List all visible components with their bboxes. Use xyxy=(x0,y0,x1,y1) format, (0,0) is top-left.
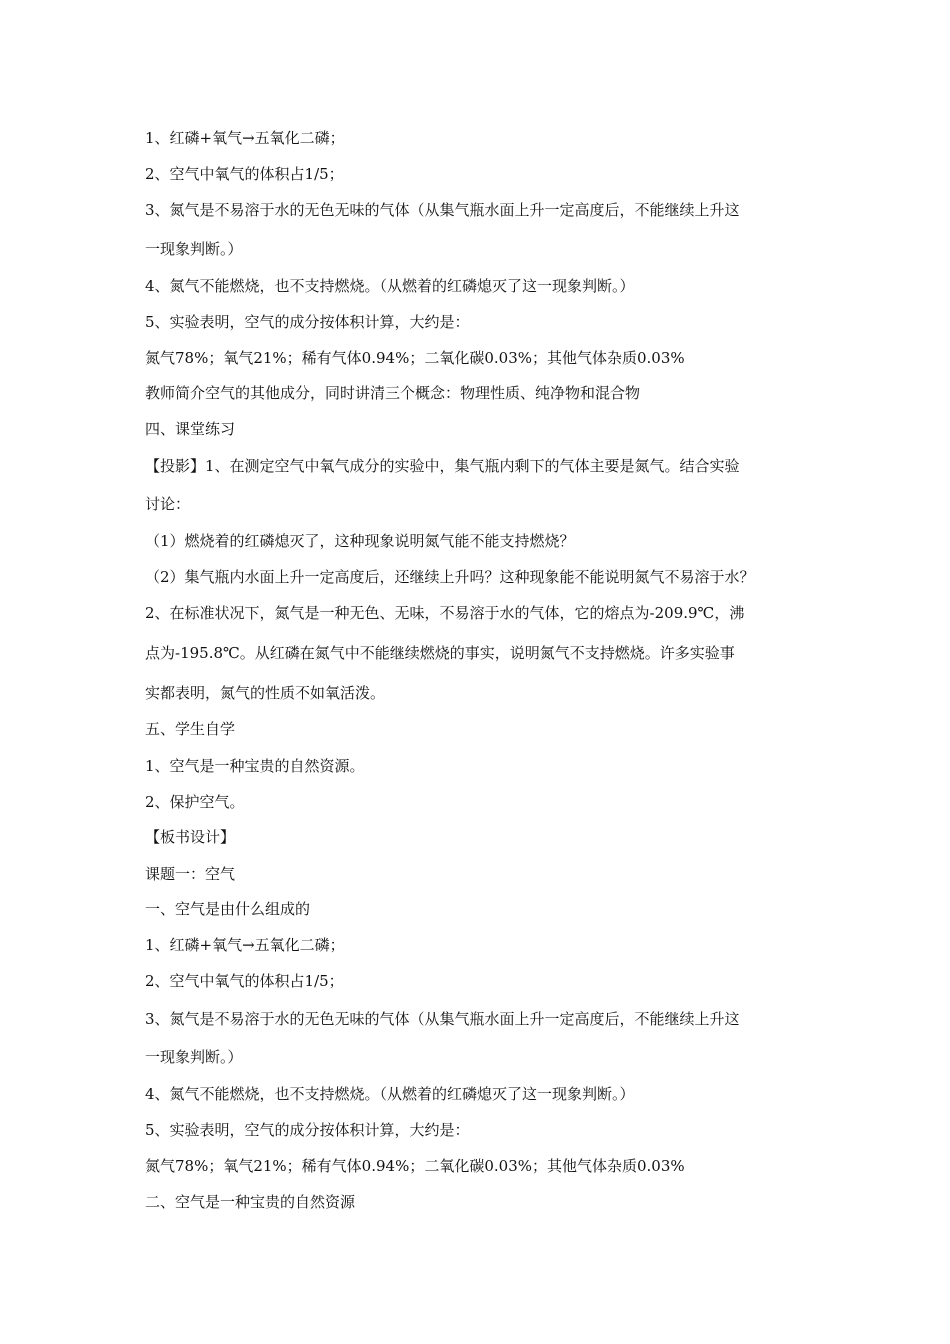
section-heading: 五、学生自学 xyxy=(145,720,236,738)
text-line: 【投影】1、在测定空气中氧气成分的实验中，集气瓶内剩下的气体主要是氮气。结合实验 xyxy=(145,457,740,475)
text-line: 3、氮气是不易溶于水的无色无味的气体（从集气瓶水面上升一定高度后，不能继续上升这 xyxy=(145,1010,740,1028)
text-line: 5、实验表明，空气的成分按体积计算，大约是： xyxy=(145,1121,470,1139)
text-line: 教师简介空气的其他成分，同时讲清三个概念：物理性质、纯净物和混合物 xyxy=(145,384,641,402)
text-line: （2）集气瓶内水面上升一定高度后，还继续上升吗？这种现象能不能说明氮气不易溶于水？ xyxy=(145,568,755,586)
text-line: （1）燃烧着的红磷熄灭了，这种现象说明氮气能不能支持燃烧？ xyxy=(145,532,575,550)
text-line: 1、红磷+氧气→五氧化二磷； xyxy=(145,936,345,954)
text-line: 2、保护空气。 xyxy=(145,793,245,811)
section-heading: 一、空气是由什么组成的 xyxy=(145,900,311,918)
text-line: 2、空气中氧气的体积占1/5； xyxy=(145,165,344,183)
text-line: 1、红磷+氧气→五氧化二磷； xyxy=(145,129,345,147)
section-heading: 四、课堂练习 xyxy=(145,420,236,438)
text-line: 1、空气是一种宝贵的自然资源。 xyxy=(145,757,365,775)
text-line: 讨论： xyxy=(145,495,191,513)
text-line: 2、空气中氧气的体积占1/5； xyxy=(145,972,344,990)
text-line: 氮气78%；氧气21%；稀有气体0.94%；二氧化碳0.03%；其他气体杂质0.03% xyxy=(145,1157,685,1175)
text-line: 2、在标准状况下，氮气是一种无色、无味，不易溶于水的气体，它的熔点为-209.9℃，沸 xyxy=(145,604,745,622)
text-line: 4、氮气不能燃烧，也不支持燃烧。（从燃着的红磷熄灭了这一现象判断。） xyxy=(145,277,635,295)
section-heading: 二、空气是一种宝贵的自然资源 xyxy=(145,1193,356,1211)
text-line: 一现象判断。） xyxy=(145,240,243,258)
section-heading: 【板书设计】 xyxy=(145,828,236,846)
text-line: 实都表明，氮气的性质不如氧活泼。 xyxy=(145,684,386,702)
text-line: 点为-195.8℃。从红磷在氮气中不能继续燃烧的事实，说明氮气不支持燃烧。许多实验事 xyxy=(145,644,735,662)
text-line: 4、氮气不能燃烧，也不支持燃烧。（从燃着的红磷熄灭了这一现象判断。） xyxy=(145,1085,635,1103)
text-line: 5、实验表明，空气的成分按体积计算，大约是： xyxy=(145,313,470,331)
text-line: 一现象判断。） xyxy=(145,1048,243,1066)
text-line: 氮气78%；氧气21%；稀有气体0.94%；二氧化碳0.03%；其他气体杂质0.03% xyxy=(145,349,685,367)
text-line: 3、氮气是不易溶于水的无色无味的气体（从集气瓶水面上升一定高度后，不能继续上升这 xyxy=(145,201,740,219)
text-line: 课题一：空气 xyxy=(145,865,236,883)
